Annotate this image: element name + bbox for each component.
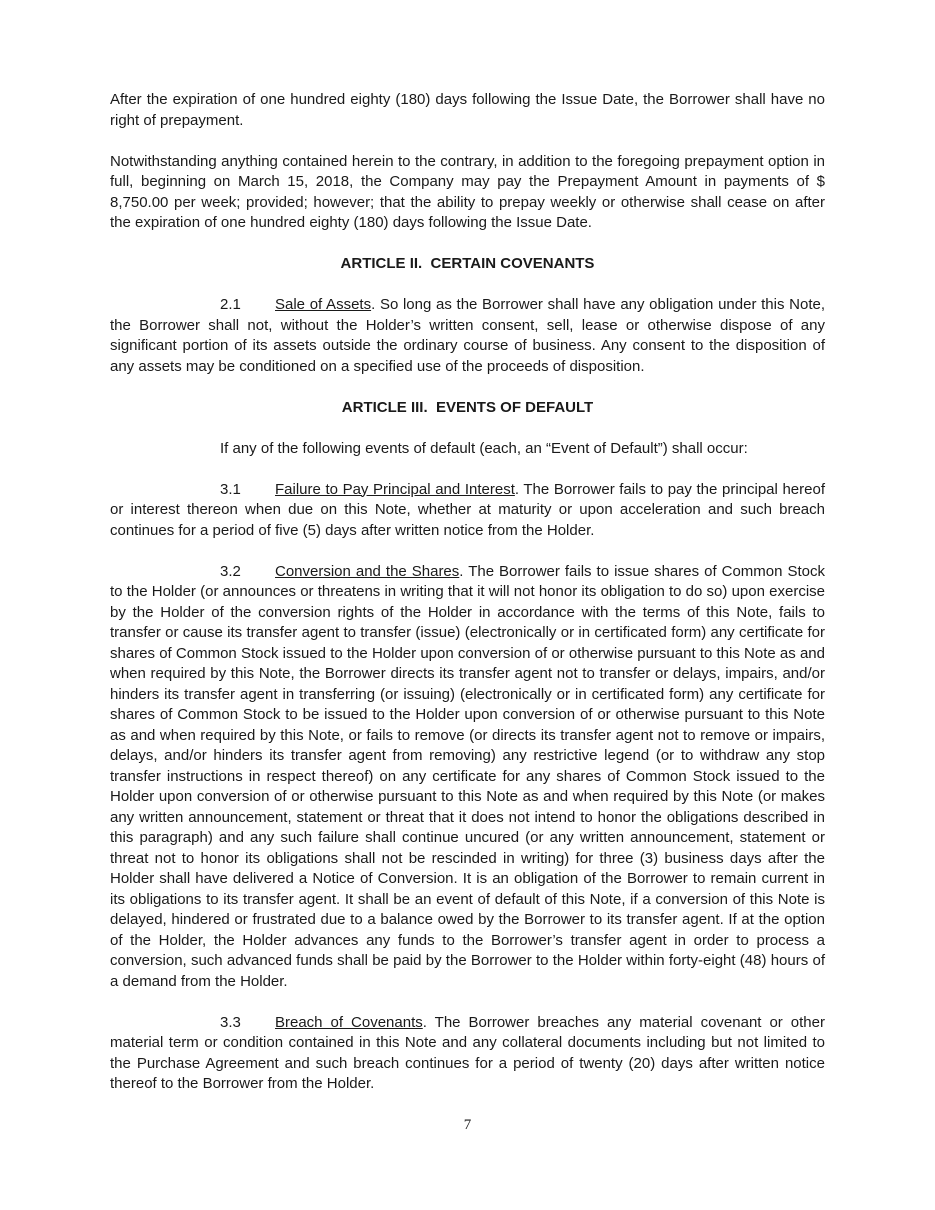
section-3-2: [110, 562, 825, 993]
section-3-3: [110, 1013, 825, 1095]
section-2-1: [110, 295, 825, 377]
section-3-2-separator: .: [459, 562, 469, 580]
section-3-1: [110, 480, 825, 542]
section-3-2-title: Conversion and the Shares: [275, 562, 460, 580]
article-iii-heading: ARTICLE III. EVENTS OF DEFAULT: [341, 398, 594, 416]
section-3-1-title: Failure to Pay Principal and Interest: [275, 480, 515, 498]
section-3-2-number: 3.2: [220, 562, 241, 580]
paragraph-text: After the expiration of one hundred eighty (180) days following the Issue Date, the Borrower shall have no right of prepayment.: [110, 91, 825, 129]
section-2-1-title: Sale of Assets: [275, 296, 372, 313]
section-3-3-body: The Borrower breaches any material covenant or other material term or condition contained in this Note and any collateral documents including but not limited to the Purchase Agreement and such breach continues for a period of twenty (20) days after written notice thereof to the Borrower from the Holder.: [110, 1013, 825, 1092]
section-2-1-separator: .: [371, 296, 380, 313]
paragraph-prepayment-expiration: [110, 90, 825, 131]
paragraph-prepayment-weekly: [110, 152, 825, 234]
section-2-1-number: 2.1: [220, 296, 241, 313]
paragraph-text: Notwithstanding anything contained herein to the contrary, in addition to the foregoing prepayment option in full, beginning on March 15, 2018, the Company may pay the Prepayment Amount in payments of $ 8,750.00 per week; provided; however; that the ability to prepay weekly or otherwise shall cease on after the expiration of one hundred eighty (180) days following the Issue Date.: [110, 152, 825, 231]
section-2-1-body: So long as the Borrower shall have any obligation under this Note, the Borrower shall not, without the Holder’s written consent, sell, lease or otherwise dispose of any significant portion of its assets outside the ordinary course of business. Any consent to the disposition of any assets may be conditioned on a specified use of the proceeds of disposition.: [110, 296, 825, 375]
section-3-3-separator: .: [422, 1013, 435, 1031]
page-number: 7: [463, 1117, 472, 1133]
section-3-3-title: Breach of Covenants: [275, 1013, 423, 1031]
section-3-3-number: 3.3: [220, 1013, 241, 1031]
section-3-1-separator: .: [514, 480, 524, 498]
article-ii-heading: ARTICLE II. CERTAIN COVENANTS: [340, 255, 595, 272]
section-3-1-body: The Borrower fails to pay the principal hereof or interest thereon when due on this Note, whether at maturity or upon acceleration and such breach continues for a period of five (5) days after written notice from the Holder.: [110, 480, 825, 539]
section-3-1-number: 3.1: [220, 480, 241, 498]
paragraph-text: If any of the following events of default (each, an “Event of Default”) shall occur:: [220, 439, 748, 457]
section-3-2-body: The Borrower fails to issue shares of Common Stock to the Holder (or announces or threatens in writing that it will not honor its obligation to do so) upon exercise by the Holder of the conversion rights of the Holder in accordance with the terms of this Note, fails to transfer or cause its transfer agent to transfer (issue) (electronically or in certificated form) any certificate for shares of Common Stock issued to the Holder upon conversion of or otherwise pursuant to this Note as and when required by this Note, the Borrower directs its transfer agent not to transfer or delays, impairs, and/or hinders its transfer agent in transferring (or issuing) (electronically or in certificated form) any certificate for shares of Common Stock to be issued to the Holder upon conversion of or otherwise pursuant to this Note as and when required by this Note, or fails to remove (or directs its transfer agent not to remove or impairs, delays, and/or hinders its transfer agent from removing) any restrictive legend (or to withdraw any stop transfer instructions in respect thereof) on any certificate for any shares of Common Stock issued to the Holder upon conversion of or otherwise pursuant to this Note as and when required by this Note (or makes any written announcement, statement or threat that it does not intend to honor the obligations described in this paragraph) and any such failure shall continue uncured (or any written announcement, statement or threat not to honor its obligations shall not be rescinded in writing) for three (3) business days after the Holder shall have delivered a Notice of Conversion. It is an obligation of the Borrower to remain current in its obligations to its transfer agent. It shall be an event of default of this Note, if a conversion of this Note is delayed, hindered or frustrated due to a balance owed by the Borrower to its transfer agent. If at the option of the Holder, the Holder advances any funds to the Borrower’s transfer agent in order to process a conversion, such advanced funds shall be paid by the Borrower to the Holder within forty-eight (48) hours of a demand from the Holder.: [110, 562, 825, 990]
events-of-default-intro: [110, 439, 825, 460]
